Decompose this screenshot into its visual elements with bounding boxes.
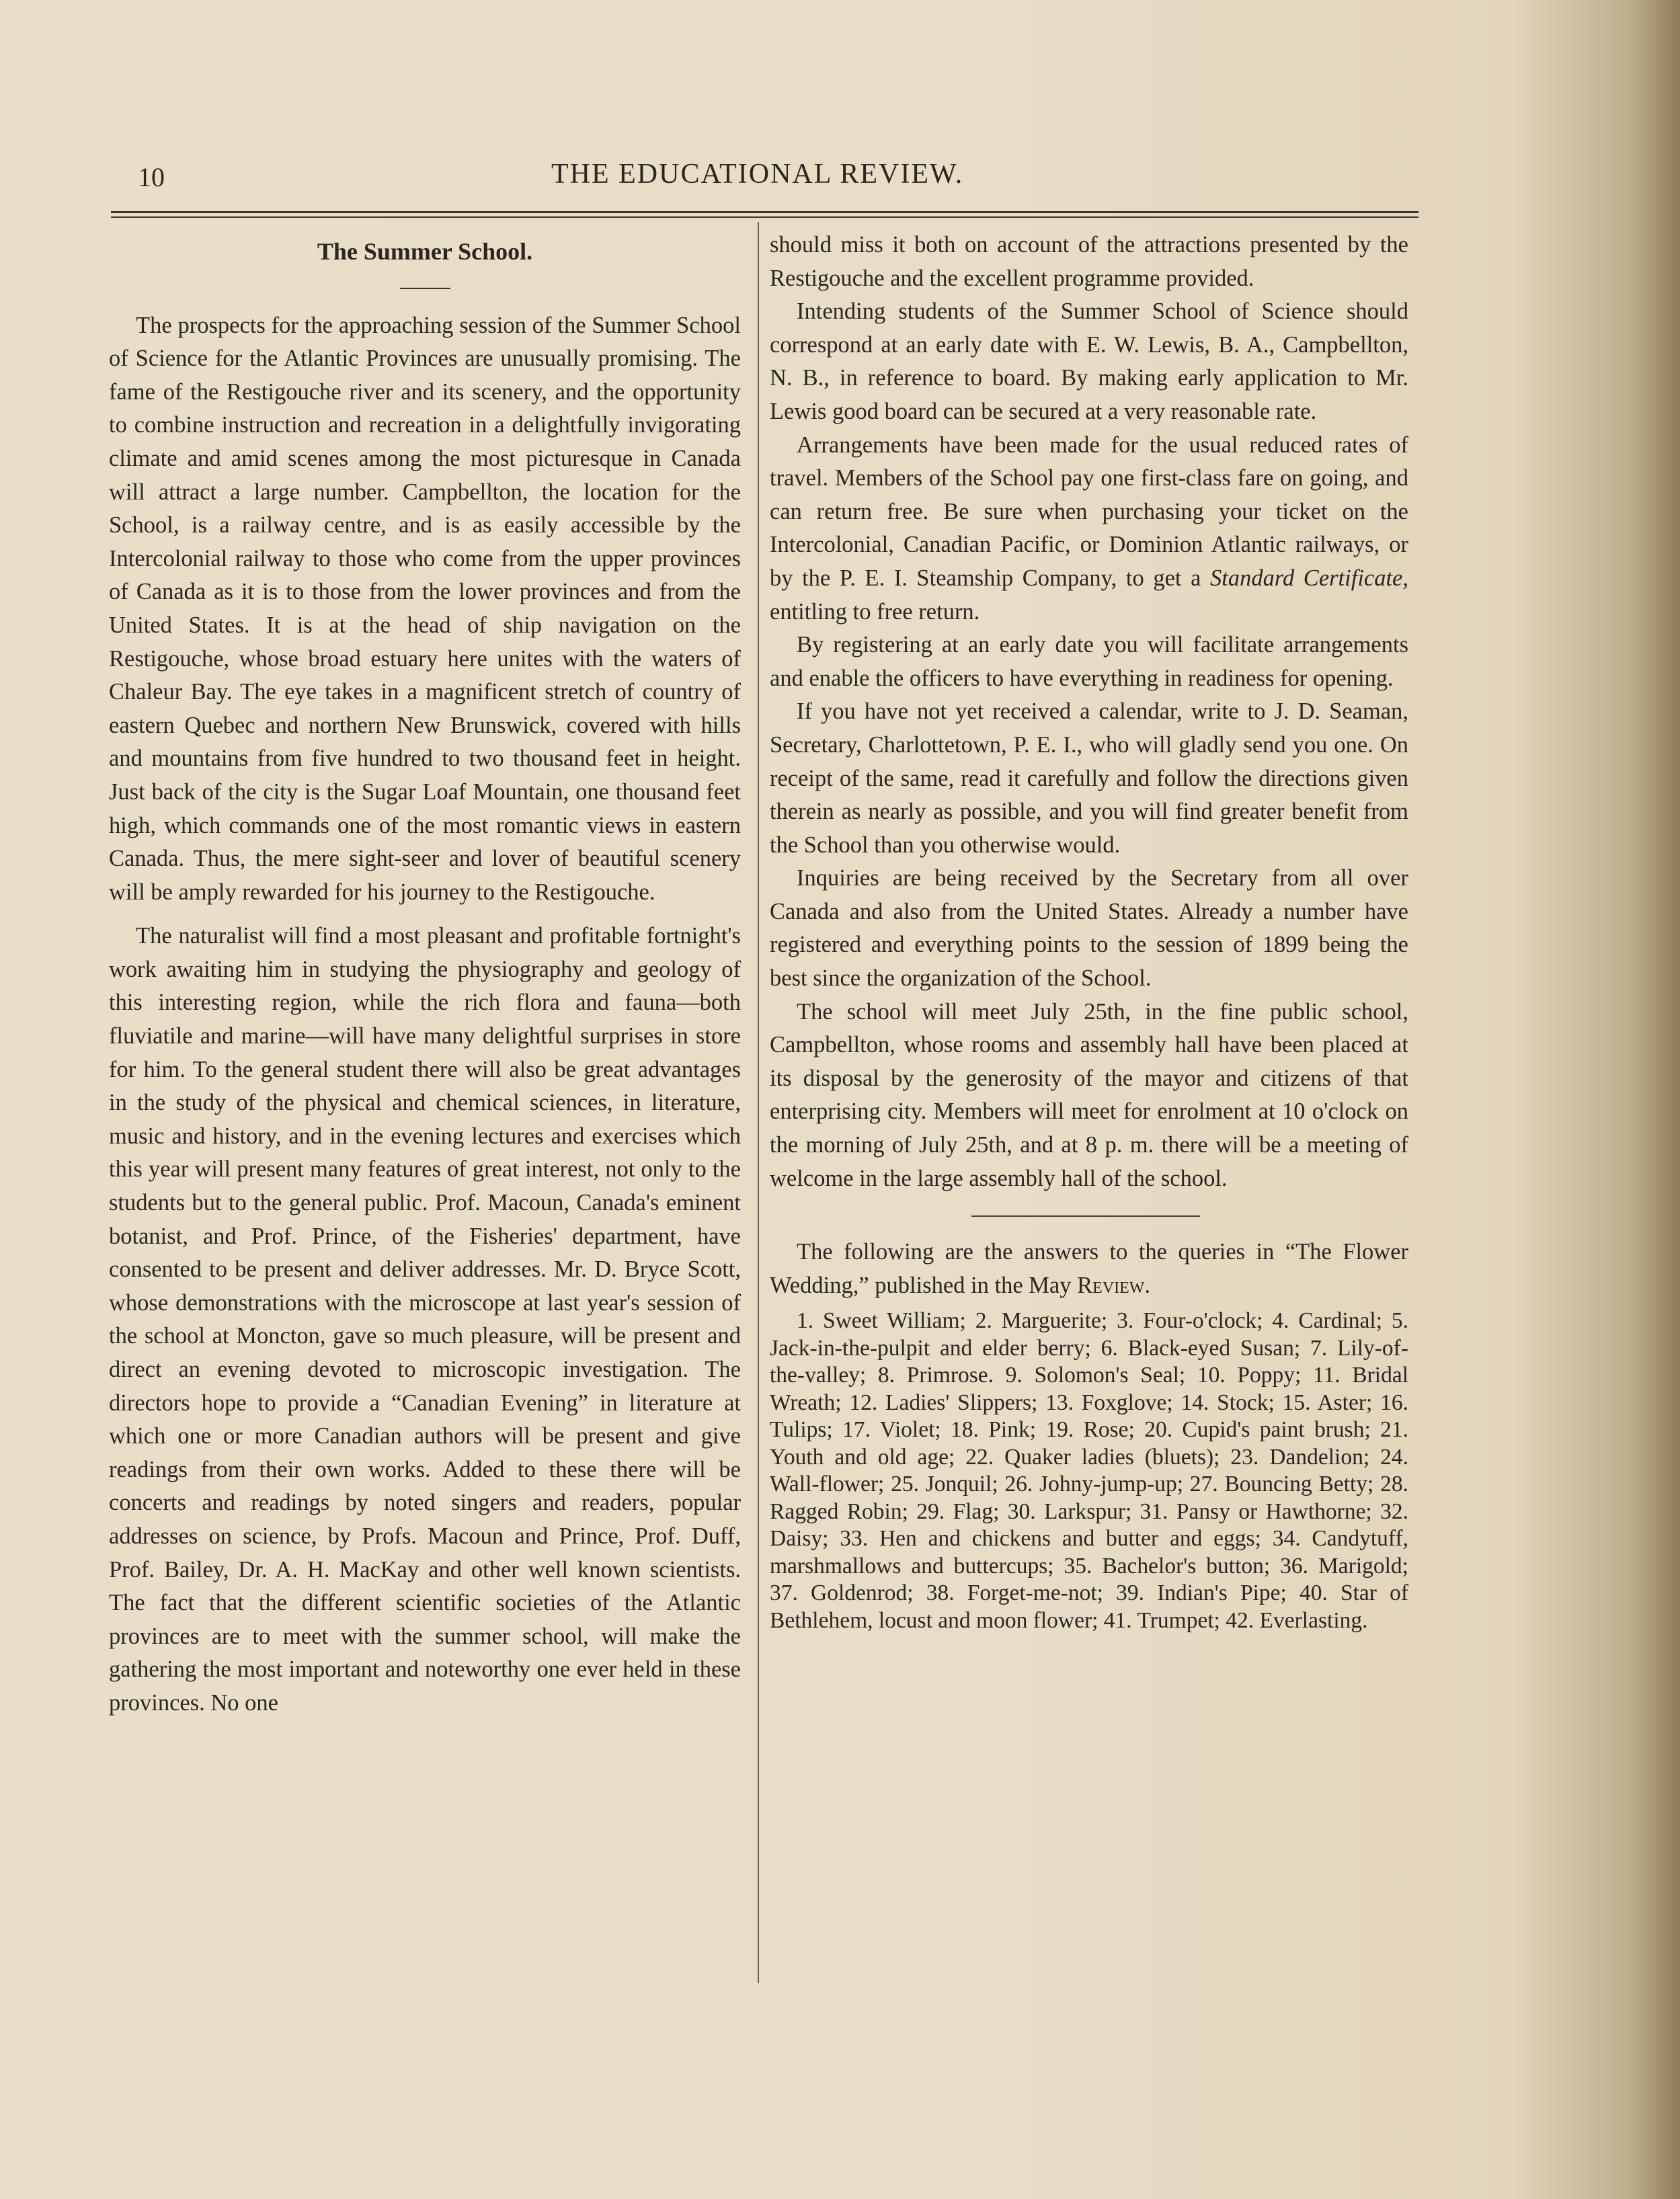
- flower-wedding-intro: [770, 1236, 1408, 1302]
- header-rule-bottom: [111, 216, 1418, 218]
- rates-tail: entitling to free return.: [770, 598, 980, 625]
- intro-text: The following are the answers to the queries in “The Flower Wedding,” published in the May: [770, 1239, 1408, 1298]
- rates-text: Arrangements have been made for the usual reduced rates of travel. Members of the School pay one first-class fare on going, and can return free. Be sure when purchasing your ticket on the Intercolonial, Canadian Pacific, or Dominion Atlantic railways, or by the P. E. I. Steamship Company, to get a: [770, 432, 1408, 591]
- article-title: The Summer School.: [317, 238, 533, 265]
- intro-end: .: [1144, 1272, 1151, 1298]
- paragraph: The prospects for the approaching session of the Summer School of Science for the Atlantic Provinces are unusually promising. The fame of the Restigouche river and its scenery, and the opportunity to combine instruction and recreation in a delightfully invigorating climate and amid scenes among the most picturesque in Canada will attract a large number. Campbellton, the location for the School, is a railway centre, and is as easily accessible by the Intercolonial railway to those who come from the upper provinces of Canada as it is to those from the lower provinces and from the United States. It is at the head of ship navigation on the Restigouche, whose broad estuary here unites with the waters of Chaleur Bay. The eye takes in a magnificent stretch of country of eastern Quebec and northern New Brunswick, covered with hills and mountains from five hundred to two thousand feet in height. Just back of the city is the Sugar Loaf Mountain, one thousand feet high, which commands one of the most romantic views in eastern Canada. Thus, the mere sight-seer and lover of beautiful scenery will be amply rewarded for his journey to the Restigouche.: [109, 312, 741, 905]
- left-column: [109, 235, 741, 1720]
- page-number: 10: [138, 162, 165, 192]
- paragraph: If you have not yet received a calendar, write to J. D. Seaman, Secretary, Charlottetown, P. E. I., who will gladly send you one. On receipt of the same, read it carefully and follow the directions given therein as nearly as possible, and you will find greater benefit from the School than you otherwise would.: [770, 698, 1408, 858]
- header-rule-top: [111, 211, 1418, 213]
- paragraph-continuation: should miss it both on account of the attractions presented by the Restigouche and the excellent programme provided.: [770, 232, 1408, 291]
- title-rule: [400, 288, 450, 289]
- right-column: [770, 229, 1408, 1634]
- standard-certificate: Standard Certificate,: [1209, 565, 1408, 591]
- section-rule: [971, 1215, 1200, 1217]
- column-divider: [758, 222, 759, 1983]
- paragraph: By registering at an early date you will facilitate arrangements and enable the officers to have everything in readiness for opening.: [770, 632, 1408, 691]
- paragraph: Inquiries are being received by the Secretary from all over Canada and also from the United States. Already a number have registered and everything points to the session of 1899 being the best since the organization of the School.: [770, 865, 1408, 992]
- paragraph-rates: [770, 429, 1408, 629]
- paragraph: The school will meet July 25th, in the fine public school, Campbellton, whose rooms and assembly hall have been placed at its disposal by the generosity of the mayor and citizens of that enterprising city. Members will meet for enrolment at 10 o'clock on the morning of July 25th, and at 8 p. m. there will be a meeting of welcome in the large assembly hall of the school.: [770, 998, 1408, 1191]
- review-title: Review: [1077, 1272, 1145, 1298]
- paragraph: Intending students of the Summer School of Science should correspond at an early date with E. W. Lewis, B. A., Campbellton, N. B., in reference to board. By making early application to Mr. Lewis good board can be secured at a very reasonable rate.: [770, 298, 1408, 424]
- running-title: THE EDUCATIONAL REVIEW.: [551, 159, 964, 190]
- paragraph: The naturalist will find a most pleasant and profitable fortnight's work awaiting him in studying the physiography and geology of this interesting region, while the rich flora and fauna—both fluviatile and marine—will have many delightful surprises in store for him. To the general student there will also be great advantages in the study of the physical and chemical sciences, in literature, music and history, and in the evening lectures and exercises which this year will present many features of great interest, not only to the students but to the general public. Prof. Macoun, Canada's eminent botanist, and Prof. Prince, of the Fisheries' department, have consented to be present and deliver addresses. Mr. D. Bryce Scott, whose demonstrations with the microscope at last year's session of the school at Moncton, gave so much pleasure, will be present and direct an evening devoted to microscopic investigation. The directors hope to provide a “Canadian Evening” in literature at which one or more Canadian authors will be present and give readings from their own works. Added to these there will be concerts and readings by noted singers and readers, popular addresses on science, by Profs. Macoun and Prince, Prof. Duff, Prof. Bailey, Dr. A. H. MacKay and other well known scientists. The fact that the different scientific societies of the Atlantic provinces are to meet with the summer school, will make the gathering the most important and noteworthy one ever held in these provinces. No one: [109, 923, 741, 1716]
- flower-wedding-answers: 1. Sweet William; 2. Marguerite; 3. Four-o'clock; 4. Cardinal; 5. Jack-in-the-pulpit and elder berry; 6. Black-eyed Susan; 7. Lily-of-the-valley; 8. Primrose. 9. Solomon's Seal; 10. Poppy; 11. Bridal Wreath; 12. Ladies' Slippers; 13. Foxglove; 14. Stock; 15. Aster; 16. Tulips; 17. Violet; 18. Pink; 19. Rose; 20. Cupid's paint brush; 21. Youth and old age; 22. Quaker ladies (bluets); 23. Dandelion; 24. Wall-flower; 25. Jonquil; 26. Johny-jump-up; 27. Bouncing Betty; 28. Ragged Robin; 29. Flag; 30. Larkspur; 31. Pansy or Hawthorne; 32. Daisy; 33. Hen and chickens and butter and eggs; 34. Candytuff, marshmallows and buttercups; 35. Bachelor's button; 36. Marigold; 37. Goldenrod; 38. Forget-me-not; 39. Indian's Pipe; 40. Star of Bethlehem, locust and moon flower; 41. Trumpet; 42. Everlasting.: [770, 1308, 1408, 1633]
